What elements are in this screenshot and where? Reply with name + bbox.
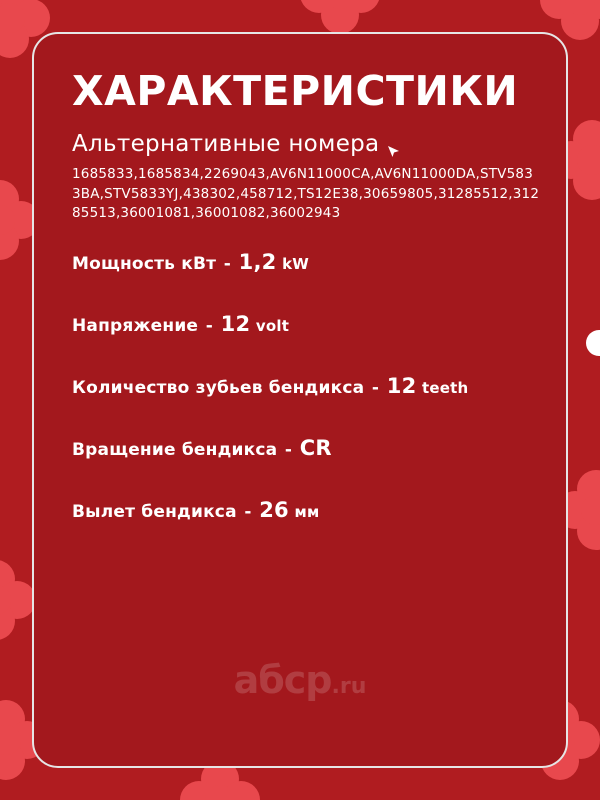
spec-value: 12 — [220, 311, 251, 336]
spec-unit: мм — [294, 502, 320, 521]
spec-label: Количество зубьев бендикса — [72, 377, 365, 398]
spec-value: 26 — [259, 497, 289, 522]
watermark-suffix: .ru — [331, 674, 367, 699]
spec-unit: kW — [282, 254, 309, 273]
page-title: ХАРАКТЕРИСТИКИ — [72, 67, 519, 115]
spec-unit: volt — [255, 316, 290, 335]
spec-dash: - — [371, 377, 380, 398]
spec-value: 1,2 — [238, 249, 277, 274]
alt-numbers-list: 1685833,1685834,2269043,AV6N11000CA,AV6N11000DA,STV5833BA,STV5833YJ,438302,458712,TS12E38,30659805,31285512,31285513,36001081,36001082,36002943 — [72, 166, 540, 222]
watermark — [34, 658, 566, 702]
decor-flower-left-2 — [0, 560, 36, 640]
spec-row-rotation — [72, 436, 540, 460]
spec-label: Вылет бендикса — [72, 501, 237, 522]
spec-label: Мощность кВт — [72, 253, 217, 274]
spec-value: 12 — [386, 373, 417, 398]
spec-unit: teeth — [422, 378, 469, 397]
arrow-pointer-icon — [387, 139, 401, 153]
spec-row-power — [72, 250, 540, 274]
spec-label: Вращение бендикса — [72, 439, 278, 460]
spec-row-voltage — [72, 312, 540, 336]
alt-numbers-header — [72, 131, 540, 157]
spec-value: CR — [299, 435, 332, 460]
alt-numbers-header-label: Альтернативные номера — [72, 131, 380, 158]
spec-card — [32, 32, 568, 768]
spec-dash: - — [223, 253, 232, 274]
decor-accent-right — [586, 330, 600, 356]
spec-dash: - — [244, 501, 252, 522]
spec-dash: - — [284, 439, 293, 460]
watermark-text: абср — [233, 658, 332, 702]
spec-row-teeth-count — [72, 374, 540, 398]
spec-row-offset — [72, 498, 540, 522]
decor-flower-top-center — [300, 0, 380, 34]
spec-label: Напряжение — [72, 315, 199, 336]
spec-dash: - — [205, 315, 214, 336]
